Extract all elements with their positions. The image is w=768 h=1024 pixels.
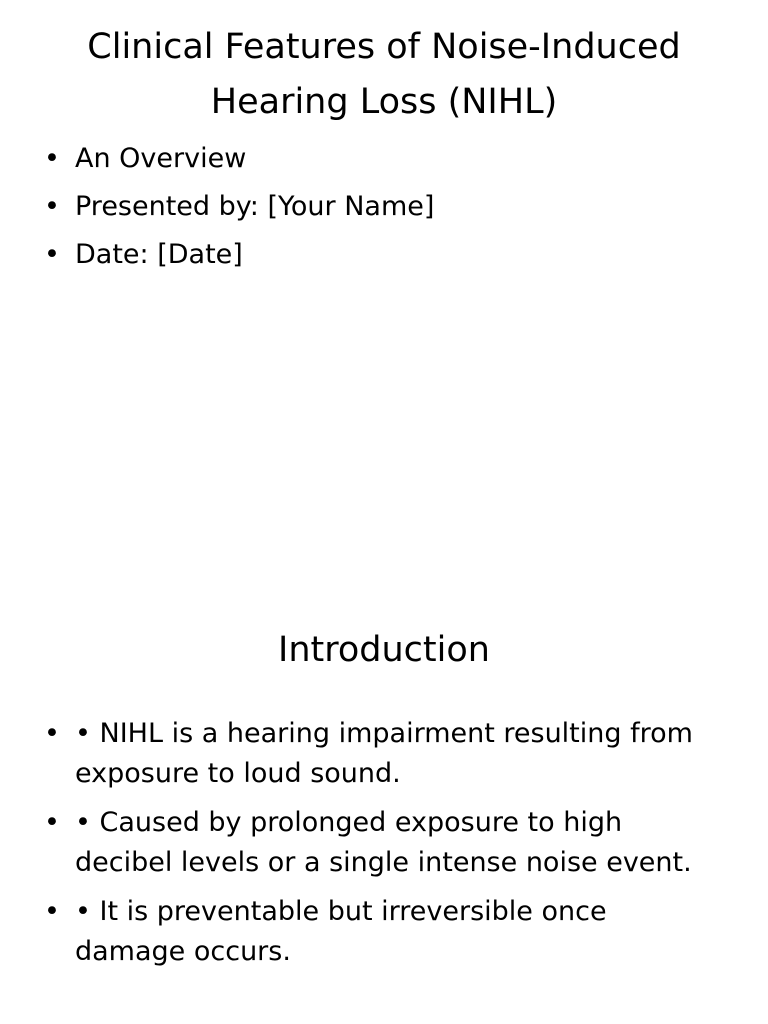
bullet-text: • NIHL is a hearing impairment resulting from exposure to loud sound. (75, 718, 693, 789)
bullet-item (40, 187, 720, 227)
slide-introduction-heading: Introduction (278, 630, 490, 670)
bullet-dot-icon: • (44, 143, 60, 174)
bullet-item (40, 139, 720, 179)
bullet-dot-icon: • (44, 239, 60, 270)
bullet-item (40, 803, 720, 883)
bullet-text: Presented by: [Your Name] (75, 191, 435, 222)
slide-title-heading: Clinical Features of Noise-Induced Hearing Loss (NIHL) (87, 27, 681, 122)
bullet-item (40, 892, 720, 972)
bullet-text: • Caused by prolonged exposure to high decibel levels or a single intense noise event. (75, 807, 692, 878)
slide-introduction (0, 512, 768, 1024)
bullet-list (40, 714, 720, 981)
bullet-item (40, 235, 720, 275)
bullet-dot-icon: • (44, 896, 60, 927)
bullet-list (40, 139, 720, 283)
bullet-dot-icon: • (44, 191, 60, 222)
bullet-text: Date: [Date] (75, 239, 243, 270)
bullet-text: An Overview (75, 143, 247, 174)
bullet-dot-icon: • (44, 718, 60, 749)
bullet-text: • It is preventable but irreversible once damage occurs. (75, 896, 607, 967)
bullet-dot-icon: • (44, 807, 60, 838)
bullet-item (40, 714, 720, 794)
